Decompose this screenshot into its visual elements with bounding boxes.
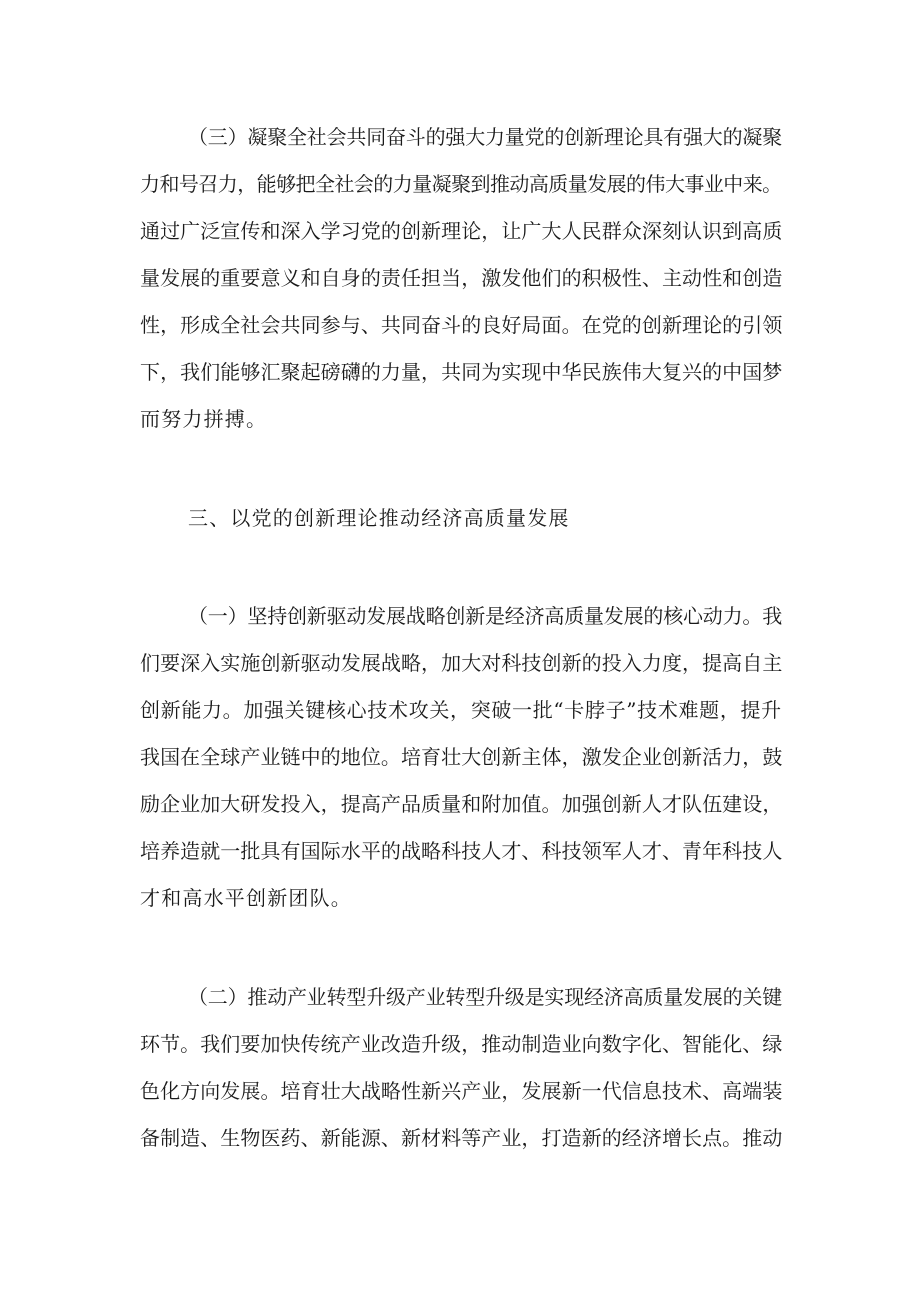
paragraph-line: 们要深入实施创新驱动发展战略，加大对科技创新的投入力度，提高自主: [140, 651, 783, 675]
paragraph-line: 通过广泛宣传和深入学习党的创新理论，让广大人民群众深刻认识到高质: [140, 219, 783, 243]
paragraph-line: 色化方向发展。培育壮大战略性新兴产业，发展新一代信息技术、高端装: [140, 1079, 783, 1103]
paragraph-line: 励企业加大研发投入，提高产品质量和附加值。加强创新人才队伍建设，: [140, 792, 783, 816]
paragraph-line: 而努力拼搏。: [140, 407, 268, 431]
paragraph-line: （一）坚持创新驱动发展战略创新是经济高质量发展的核心动力。我: [188, 604, 782, 628]
paragraph-line: 环节。我们要加快传统产业改造升级，推动制造业向数字化、智能化、绿: [140, 1032, 783, 1056]
section-heading: 三、以党的创新理论推动经济高质量发展: [188, 506, 570, 530]
paragraph-line: 创新能力。加强关键核心技术攻关，突破一批“卡脖子”技术难题，提升: [140, 698, 782, 722]
paragraph-line: 力和号召力，能够把全社会的力量凝聚到推动高质量发展的伟大事业中来。: [140, 172, 782, 196]
paragraph-line: 性，形成全社会共同参与、共同奋斗的良好局面。在党的创新理论的引领: [140, 313, 783, 337]
paragraph-line: 培养造就一批具有国际水平的战略科技人才、科技领军人才、青年科技人: [140, 839, 783, 863]
paragraph-line: （三）凝聚全社会共同奋斗的强大力量党的创新理论具有强大的凝聚: [188, 125, 782, 149]
paragraph-line: 备制造、生物医药、新能源、新材料等产业，打造新的经济增长点。推动: [140, 1126, 783, 1150]
paragraph-line: 我国在全球产业链中的地位。培育壮大创新主体，激发企业创新活力，鼓: [140, 745, 783, 769]
paragraph-line: 才和高水平创新团队。: [140, 886, 352, 910]
paragraph-line: 下，我们能够汇聚起磅礴的力量，共同为实现中华民族伟大复兴的中国梦: [140, 360, 783, 384]
paragraph-line: 量发展的重要意义和自身的责任担当，激发他们的积极性、主动性和创造: [140, 266, 783, 290]
paragraph-line: （二）推动产业转型升级产业转型升级是实现经济高质量发展的关键: [188, 985, 782, 1009]
